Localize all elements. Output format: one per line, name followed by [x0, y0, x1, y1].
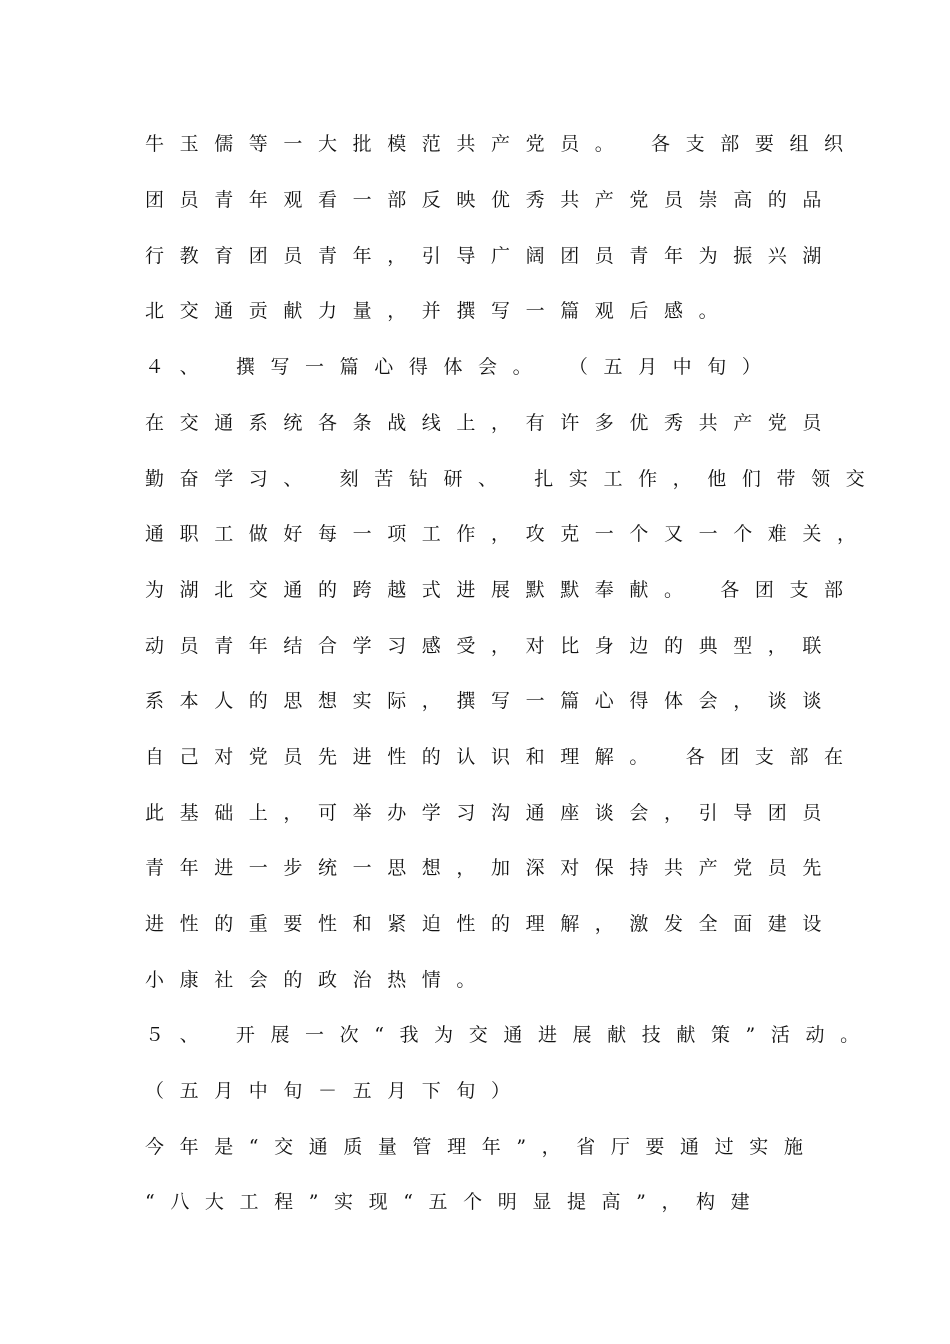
text-line-13: 此基础上，可举办学习沟通座谈会，引导团员 — [145, 802, 838, 824]
text-line-20: “八大工程”实现“五个明显提高”，构建 — [145, 1191, 766, 1213]
text-line-16: 小康社会的政治热情。 — [145, 969, 492, 991]
text-line-7: 勤奋学习、 刻苦钻研、 扎实工作，他们带领交 — [145, 468, 881, 490]
heading-item-5-date: （五月中旬－五月下旬） — [145, 1080, 526, 1102]
text-line-14: 青年进一步统一思想，加深对保持共产党员先 — [145, 857, 838, 879]
heading-item-4: ４、 撰写一篇心得体会。 （五月中旬） — [145, 356, 777, 378]
text-line-19: 今年是“交通质量管理年”，省厅要通过实施 — [145, 1136, 819, 1158]
text-line-1: 牛玉儒等一大批模范共产党员。 各支部要组织 — [145, 133, 859, 155]
text-line-12: 自己对党员先进性的认识和理解。 各团支部在 — [145, 746, 859, 768]
text-line-10: 动员青年结合学习感受，对比身边的典型，联 — [145, 635, 838, 657]
heading-item-5: ５、 开展一次“我为交通进展献技献策”活动。 — [145, 1024, 875, 1046]
text-line-3: 行教育团员青年，引导广阔团员青年为振兴湖 — [145, 245, 838, 267]
text-line-15: 进性的重要性和紧迫性的理解，激发全面建设 — [145, 913, 838, 935]
text-line-2: 团员青年观看一部反映优秀共产党员崇高的品 — [145, 189, 838, 211]
text-line-4: 北交通贡献力量，并撰写一篇观后感。 — [145, 300, 734, 322]
text-line-11: 系本人的思想实际，撰写一篇心得体会，谈谈 — [145, 690, 838, 712]
text-line-6: 在交通系统各条战线上，有许多优秀共产党员 — [145, 412, 838, 434]
text-line-9: 为湖北交通的跨越式进展默默奉献。 各团支部 — [145, 579, 859, 601]
text-line-8: 通职工做好每一项工作，攻克一个又一个难关， — [145, 523, 872, 545]
